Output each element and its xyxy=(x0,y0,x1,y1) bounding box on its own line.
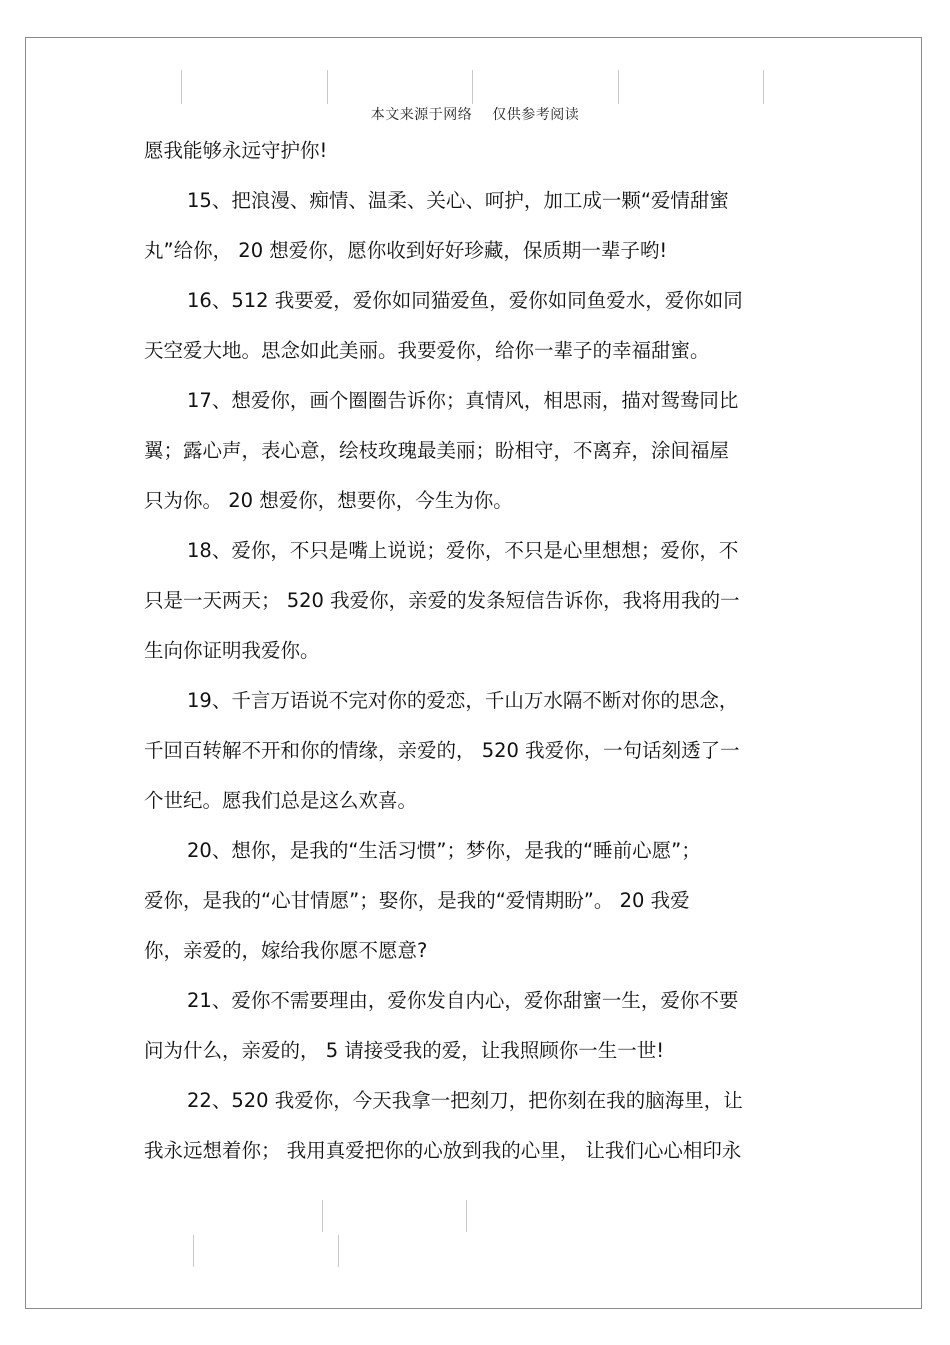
top-divider-4 xyxy=(618,70,619,104)
bottom-divider-3 xyxy=(193,1235,194,1267)
source-note xyxy=(0,104,950,124)
bottom-divider-2 xyxy=(466,1200,467,1232)
source-note-right: 仅供参考阅读 xyxy=(492,107,580,123)
source-note-left: 本文来源于网络 xyxy=(370,107,473,123)
bottom-divider-1 xyxy=(322,1200,323,1232)
top-divider-1 xyxy=(181,70,182,104)
top-divider-2 xyxy=(327,70,328,104)
top-divider-3 xyxy=(472,70,473,104)
bottom-divider-4 xyxy=(338,1235,339,1267)
page-border xyxy=(25,37,922,1309)
top-divider-5 xyxy=(763,70,764,104)
